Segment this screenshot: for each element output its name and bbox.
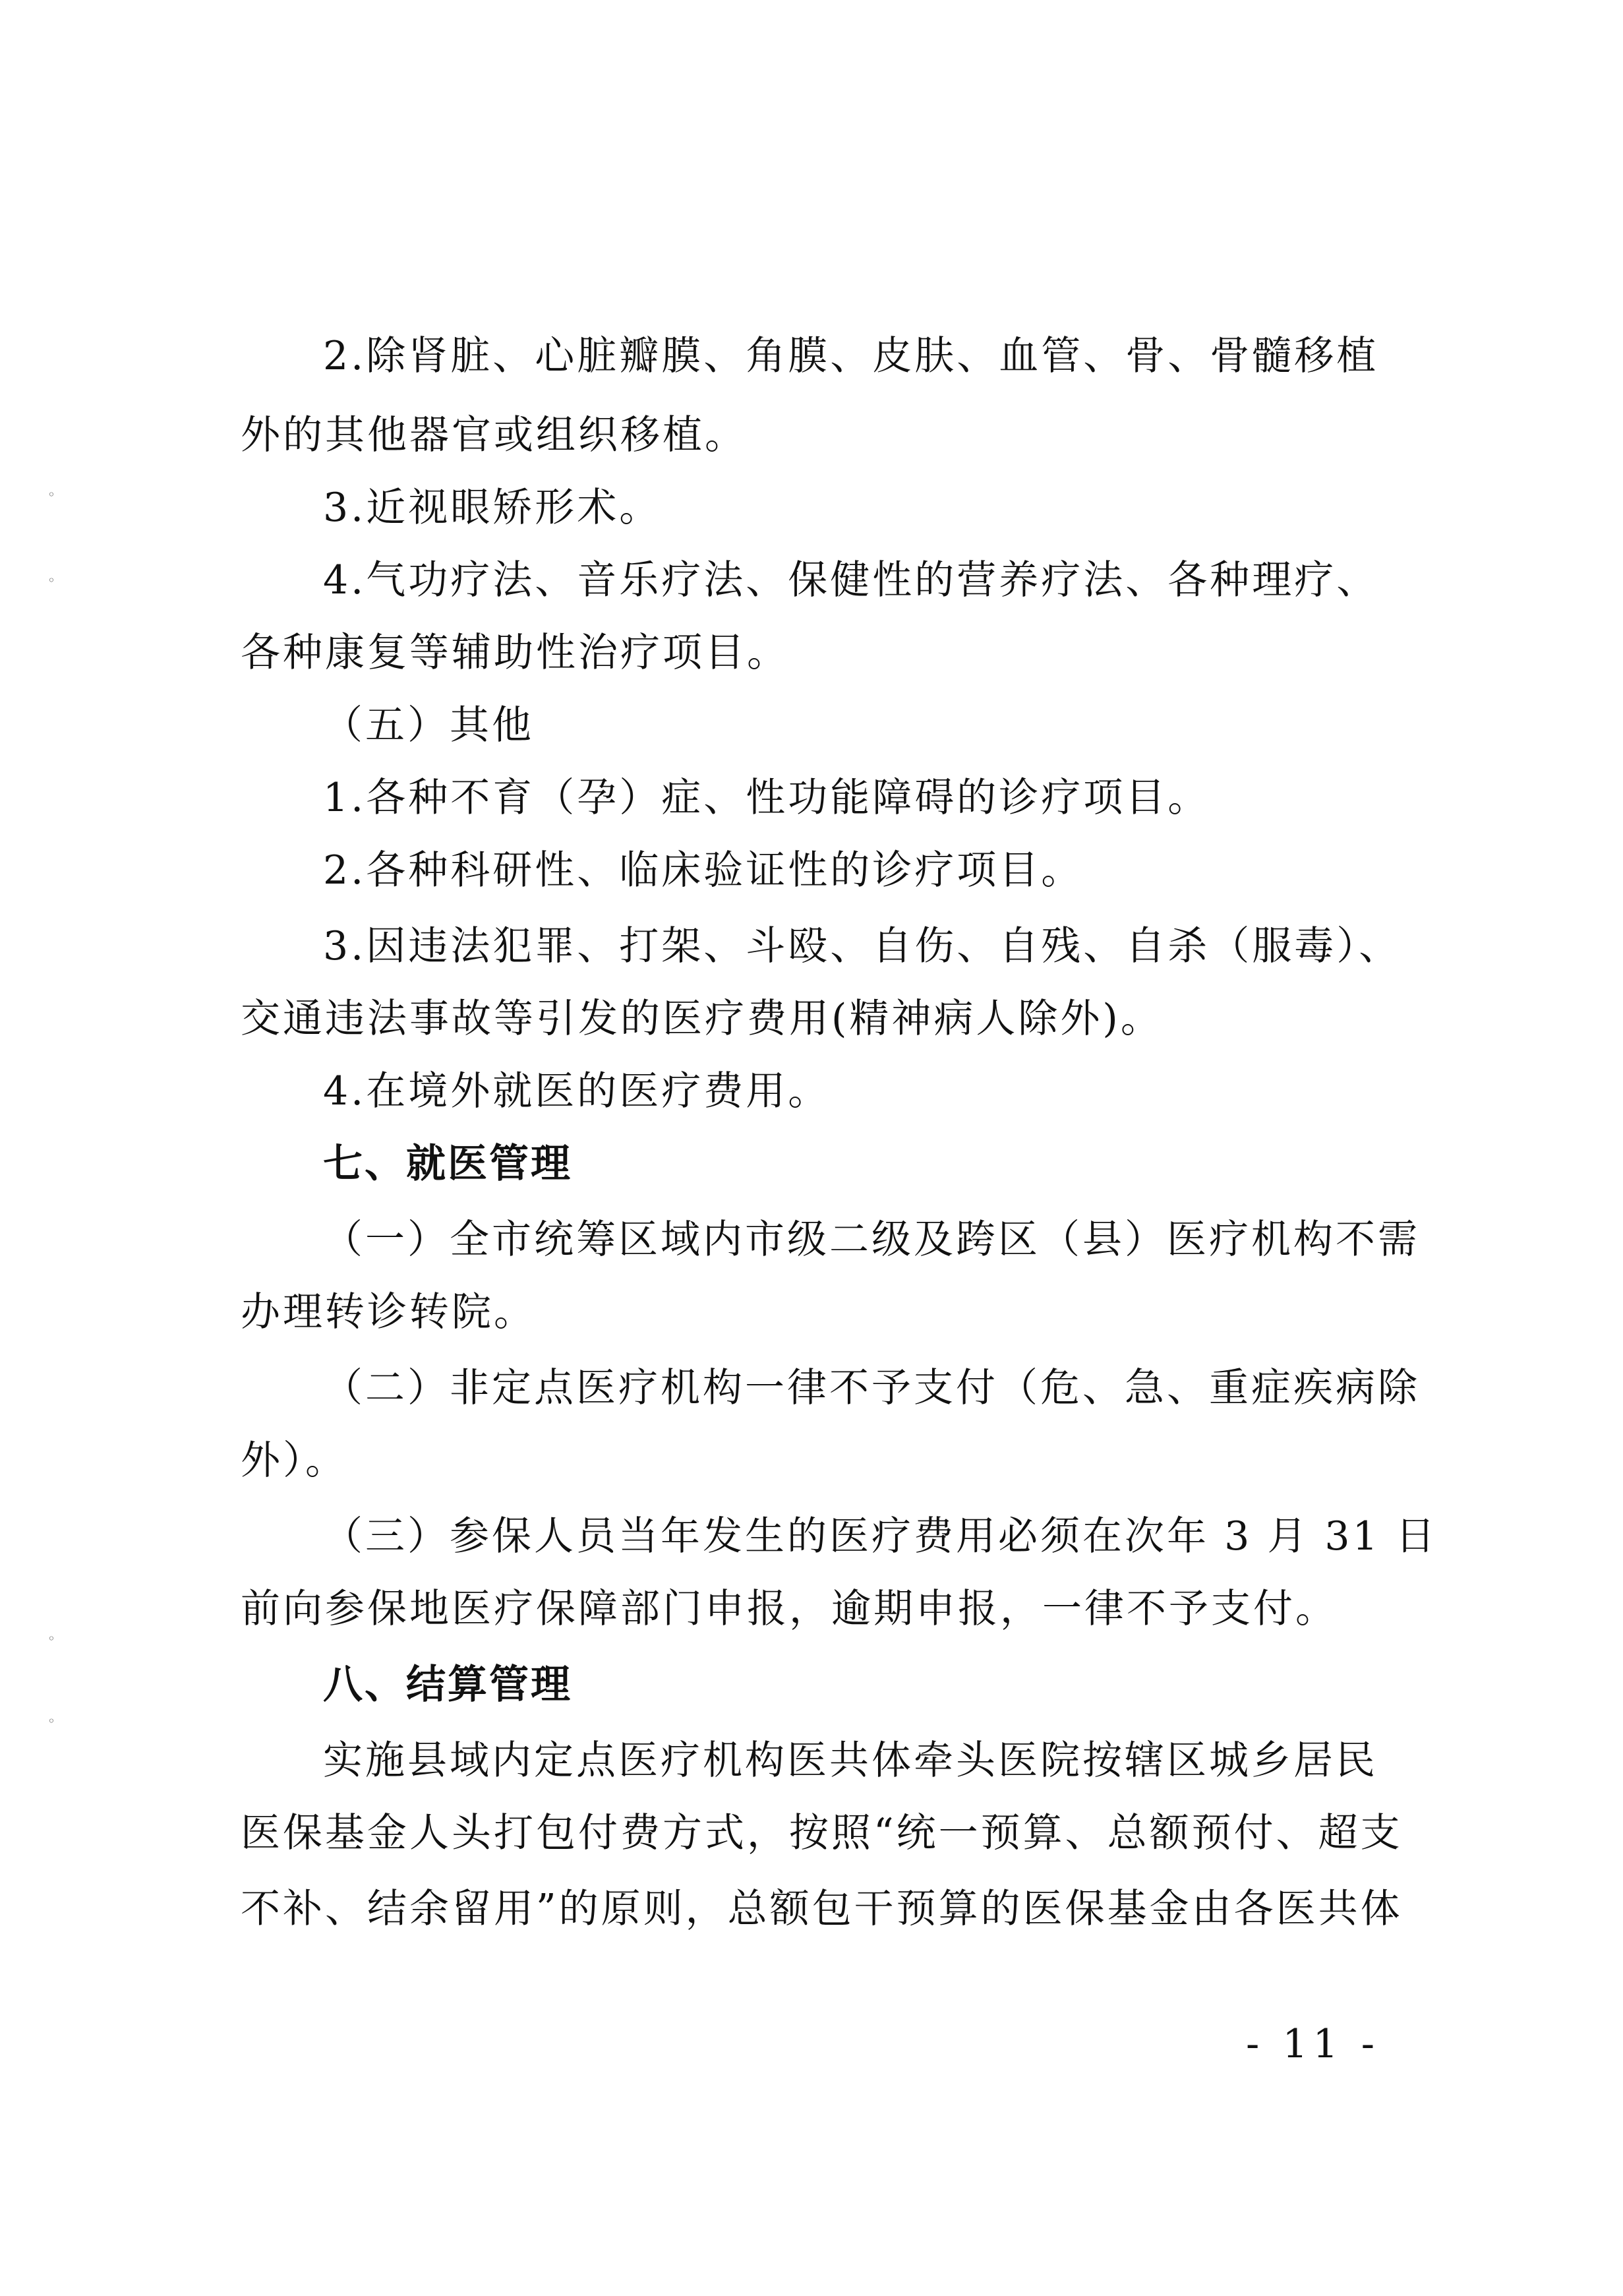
page-number: - 11 - xyxy=(1246,2021,1380,2067)
list-item-continuation: 外的其他器官或组织移植。 xyxy=(241,412,747,458)
paragraph-line: 前向参保地医疗保障部门申报，逾期申报，一律不予支付。 xyxy=(241,1586,1338,1632)
paragraph-line: （一）全市统筹区域内市级二级及跨区（县）医疗机构不需 xyxy=(323,1217,1420,1263)
binding-hole-mark: ◦ xyxy=(47,1631,55,1646)
paragraph-line: （二）非定点医疗机构一律不予支付（危、急、重症疾病除 xyxy=(323,1365,1420,1411)
list-item: 1.各种不育（孕）症、性功能障碍的诊疗项目。 xyxy=(323,775,1210,821)
paragraph-line: （三）参保人员当年发生的医疗费用必须在次年 3 月 31 日 xyxy=(323,1513,1438,1559)
paragraph-line: 实施县域内定点医疗机构医共体牵头医院按辖区城乡居民 xyxy=(323,1737,1378,1784)
list-item: 4.在境外就医的医疗费用。 xyxy=(323,1068,831,1114)
binding-hole-mark: ◦ xyxy=(47,487,55,502)
list-item: 2.除肾脏、心脏瓣膜、角膜、皮肤、血管、骨、骨髓移植 xyxy=(323,333,1379,379)
binding-hole-mark: ◦ xyxy=(47,572,55,588)
list-item: 3.因违法犯罪、打架、斗殴、自伤、自残、自杀（服毒）、 xyxy=(323,923,1402,969)
list-item-continuation: 各种康复等辅助性治疗项目。 xyxy=(241,630,789,676)
section-heading: 八、结算管理 xyxy=(323,1662,572,1708)
subsection-heading: （五）其他 xyxy=(323,702,534,748)
list-item: 3.近视眼矫形术。 xyxy=(323,485,662,531)
paragraph-line: 外）。 xyxy=(241,1437,347,1484)
section-heading: 七、就医管理 xyxy=(323,1141,572,1187)
paragraph-line: 不补、结余留用”的原则，总额包干预算的医保基金由各医共体 xyxy=(241,1886,1403,1932)
paragraph-line: 办理转诊转院。 xyxy=(241,1289,536,1335)
binding-hole-mark: ◦ xyxy=(47,1713,55,1729)
list-item: 4.气功疗法、音乐疗法、保健性的营养疗法、各种理疗、 xyxy=(323,557,1379,603)
list-item-continuation: 交通违法事故等引发的医疗费用(精神病人除外)。 xyxy=(241,996,1163,1042)
paragraph-line: 医保基金人头打包付费方式，按照“统一预算、总额预付、超支 xyxy=(241,1810,1403,1856)
list-item: 2.各种科研性、临床验证性的诊疗项目。 xyxy=(323,847,1084,893)
